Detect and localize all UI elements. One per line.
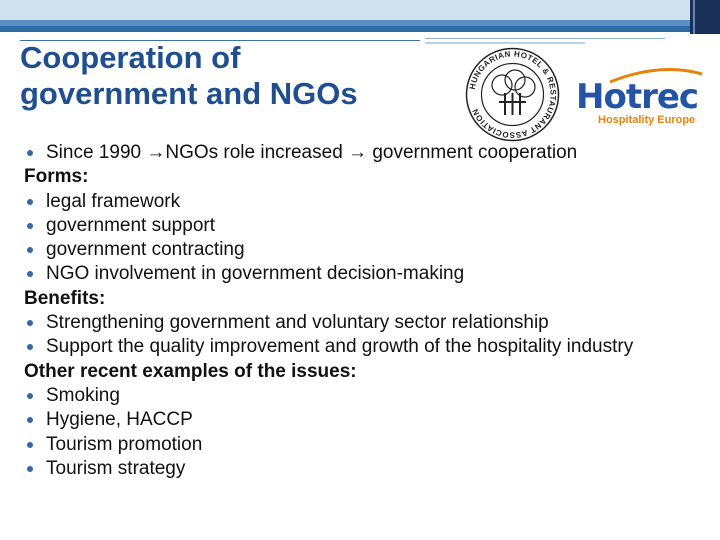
hotrec-tagline: Hospitality Europe <box>598 114 696 126</box>
band-light-stripe <box>0 0 690 20</box>
intro-text-2: NGOs role increased <box>165 142 349 163</box>
list-item: legal framework <box>24 190 704 214</box>
arrow-icon: → <box>348 142 368 163</box>
association-logo <box>465 47 560 142</box>
list-item: government support <box>24 214 704 238</box>
hotrec-wordmark: Hotrec <box>576 77 699 117</box>
list-item: Support the quality improvement and growth of the hospitality industry <box>24 335 646 359</box>
benefits-heading: Benefits: <box>24 287 106 309</box>
intro-text-3: government cooperation <box>367 142 578 163</box>
list-item: Smoking <box>24 384 704 408</box>
list-item: government contracting <box>24 238 704 262</box>
slide-body <box>24 141 704 481</box>
forms-heading: Forms: <box>24 166 89 188</box>
list-item: Strengthening government and voluntary sector relationship <box>24 311 704 335</box>
top-decorative-band <box>0 0 720 34</box>
examples-heading: Other recent examples of the issues: <box>24 360 357 382</box>
association-seal-icon <box>465 47 560 142</box>
arrow-icon: → <box>146 142 166 163</box>
list-item: Tourism strategy <box>24 457 704 481</box>
list-item: NGO involvement in government decision-making <box>24 262 704 286</box>
title-line-1: Cooperation of <box>20 40 241 75</box>
intro-bullet <box>24 141 704 165</box>
band-dark-stripe <box>0 26 690 32</box>
band-right-accent <box>693 0 695 34</box>
slide-title <box>20 40 440 112</box>
title-line-2: government and NGOs <box>20 76 358 111</box>
header-rule-light <box>425 38 665 39</box>
header-rule-pale <box>425 42 585 44</box>
hotrec-logo <box>570 70 705 130</box>
svg-text:HUNGARIAN HOTEL & RESTAURANT A: HUNGARIAN HOTEL & RESTAURANT ASSOCIATION <box>467 49 558 140</box>
list-item: Hygiene, HACCP <box>24 408 704 432</box>
intro-text-1: Since 1990 <box>46 142 147 163</box>
list-item: Tourism promotion <box>24 433 704 457</box>
